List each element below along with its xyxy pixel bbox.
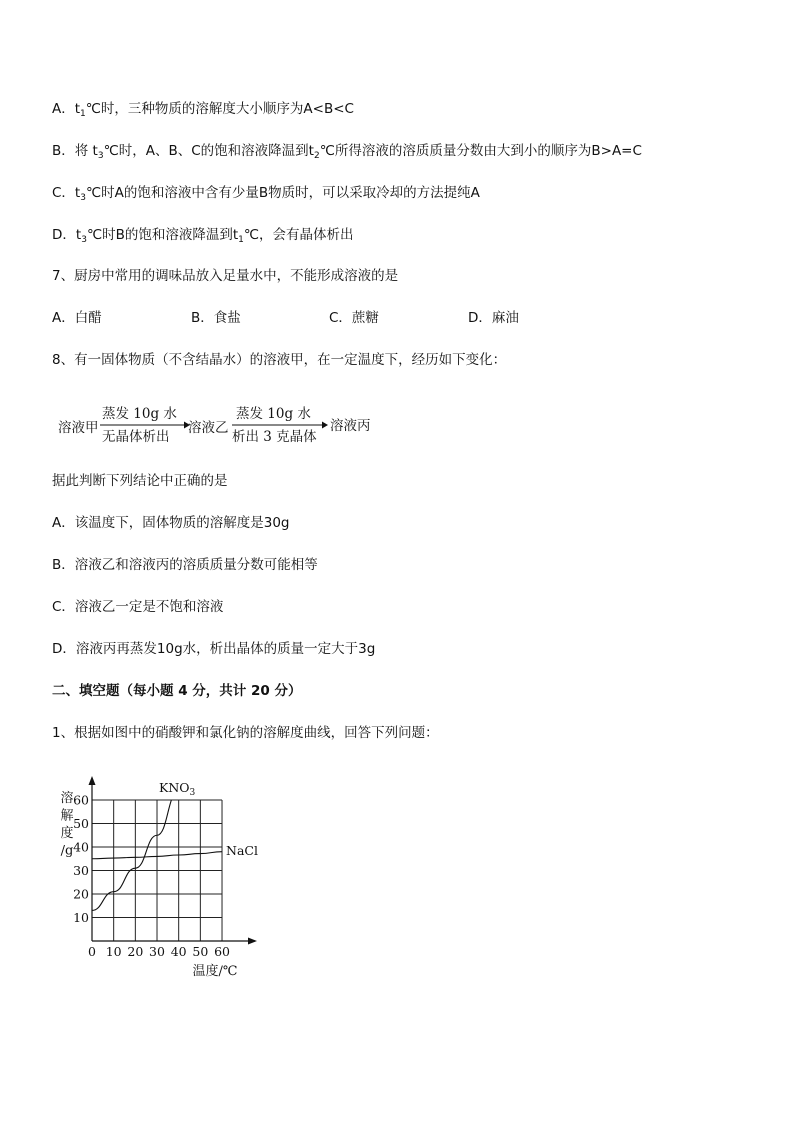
q7-option-c: C．蔗糖 [329, 310, 379, 326]
q7-stem: 7、厨房中常用的调味品放入足量水中，不能形成溶液的是 [52, 268, 399, 284]
q6-option-b: B．将 $t_3℃$时，A、B、C的饱和溶液降温到$t_2℃$所得溶液的溶质质量分数由大到小的顺序为B>A=C [52, 143, 642, 161]
y-tick-label: 40 [73, 839, 89, 855]
fill1-stem: 1、根据如图中的硝酸钾和氯化钠的溶解度曲线，回答下列问题： [52, 725, 439, 741]
q8-option-a: A．该温度下，固体物质的溶解度是30g [52, 515, 290, 531]
x-tick-label: 60 [214, 944, 230, 959]
y-axis-title-char: 度 [60, 826, 74, 841]
q6-option-d: D．$t_3℃$时B的饱和溶液降温到$t_1℃$，会有晶体析出 [52, 227, 354, 245]
y-axis-arrow [89, 776, 96, 785]
x-tick-label: 40 [170, 944, 187, 959]
x-tick-label: 30 [149, 944, 165, 959]
solubility-chart [55, 775, 275, 985]
y-axis-title-char: 溶 [60, 791, 74, 806]
q7-option-b: B．食盐 [191, 310, 241, 326]
q7-option-a: A．白醋 [52, 310, 102, 326]
flow-solution-c: 溶液丙 [330, 418, 371, 434]
x-tick-label: 20 [127, 944, 144, 959]
q7-option-d: D．麻油 [468, 310, 519, 326]
y-tick-label: 10 [73, 910, 89, 925]
y-axis-title-char: 解 [60, 808, 74, 824]
x-axis-title: 温度/℃ [192, 964, 238, 979]
flow-step2-condition: 蒸发 10g 水 [236, 406, 311, 422]
x-tick-label: 10 [105, 944, 122, 959]
flow-solution-b: 溶液乙 [188, 420, 229, 436]
x-tick-label: 0 [88, 944, 96, 959]
y-tick-label: 30 [73, 863, 89, 878]
y-axis-title-char: /g [60, 843, 74, 859]
q8-option-b: B．溶液乙和溶液丙的溶质质量分数可能相等 [52, 557, 318, 573]
q8-prompt: 据此判断下列结论中正确的是 [52, 473, 228, 489]
series-label-kno3: $KNO_3$ [159, 780, 196, 798]
y-tick-label: 60 [73, 792, 89, 808]
q8-process-diagram [58, 400, 388, 446]
q8-option-d: D．溶液丙再蒸发10g水，析出晶体的质量一定大于3g [52, 641, 376, 657]
flow-step2-result: 析出 3 克晶体 [232, 429, 317, 445]
y-tick-label: 50 [73, 816, 89, 831]
flow-step1-result: 无晶体析出 [102, 429, 170, 445]
section-title: 二、填空题（每小题 4 分，共计 20 分） [52, 683, 302, 699]
q6-option-c: C．$t_3℃$时A的饱和溶液中含有少量B物质时，可以采取冷却的方法提纯A [52, 185, 480, 203]
x-axis-arrow [248, 938, 257, 945]
y-tick-label: 20 [73, 886, 89, 902]
q8-option-c: C．溶液乙一定是不饱和溶液 [52, 599, 224, 615]
flow-step1-condition: 蒸发 10g 水 [102, 406, 177, 422]
flow-solution-a: 溶液甲 [58, 420, 99, 436]
q8-stem: 8、有一固体物质（不含结晶水）的溶液甲，在一定温度下，经历如下变化： [52, 352, 507, 368]
series-label-nacl: NaCl [226, 843, 258, 858]
q6-option-a: A．$t_1℃$时，三种物质的溶解度大小顺序为A<B<C [52, 101, 354, 119]
x-tick-label: 50 [192, 944, 209, 959]
